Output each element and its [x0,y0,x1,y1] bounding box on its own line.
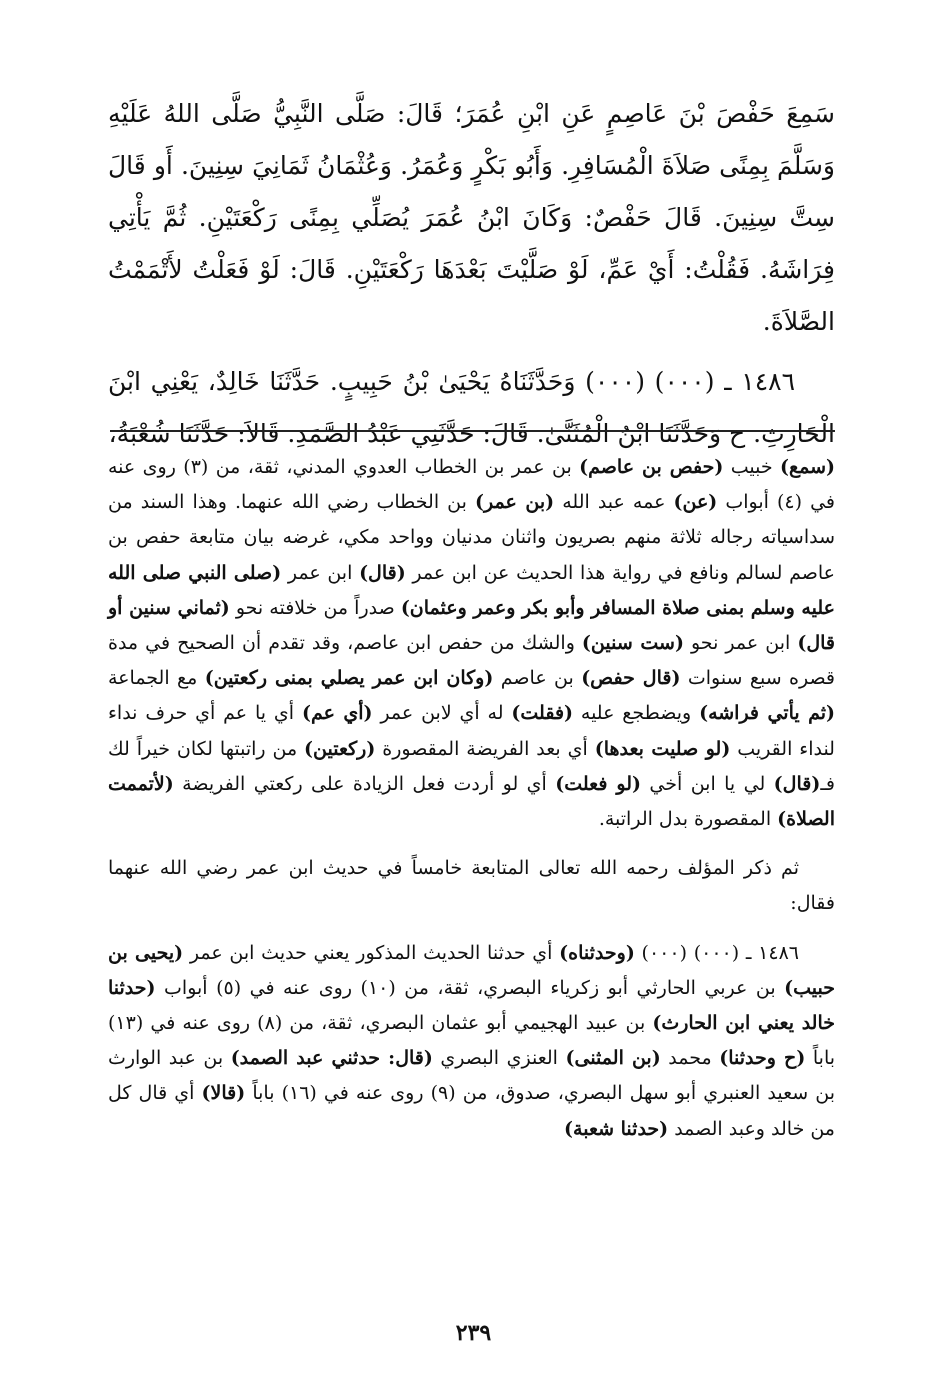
quoted-hadith-phrase: (ست سنين) [581,632,684,655]
hadith-paragraph-1: سَمِعَ حَفْصَ بْنَ عَاصِمٍ عَنِ ابْنِ عُمَرَ؛ قَالَ: صَلَّى النَّبِيُّ صَلَّى اللهُ عَلَيْهِ وَسَلَّمَ بِمِنًى صَلاَةَ الْمُسَافِرِ. وَأَبُو بَكْرٍ وَعُمَرُ. وَعُثْمَانُ ثَمَانِيَ سِنِينَ. أَو قَالَ سِتَّ سِنِينَ. قَالَ حَفْصٌ: وَكَانَ ابْنُ عُمَرَ يُصَلِّي بِمِنًى رَكْعَتَيْنِ. ثُمَّ يَأْتِي فِرَاشَهُ. فَقُلْتُ: أَيْ عَمِّ، لَوْ صَلَّيْتَ بَعْدَهَا رَكْعَتَيْنِ. قَالَ: لَوْ فَعَلْتُ لأَتْمَمْتُ الصَّلاَةَ. [108,99,835,336]
commentary-segment: المقصورة بدل الراتبة. [598,808,778,831]
quoted-hadith-phrase: (وحدثناه) [559,941,635,964]
quoted-hadith-phrase: (قال) [773,772,821,795]
quoted-hadith-phrase: (فقلت) [511,702,574,725]
quoted-hadith-phrase: (أي عم) [301,702,373,725]
hadith-text [108,88,835,460]
quoted-hadith-phrase: (سمع) [780,456,835,478]
commentary-segment: بن عمر بن الخطاب العدوي المدني، ثقة، من (٣) روى عنه في (٤) أبواب [108,456,835,514]
commentary-paragraph-1 [108,450,835,837]
commentary-segment: بن الخطاب رضي الله عنهما. وهذا السند من سداسياته رجاله ثلاثة منهم بصريون واثنان مدنيان وواحد مكي، غرضه بيان متابعة حفص بن عاصم لسالم ونافع في رواية هذا الحديث عن ابن عمر [108,491,835,584]
quoted-hadith-phrase: (ركعتين) [304,737,376,760]
commentary-segment: ويضطجع عليه [573,702,700,725]
commentary-segment: ابن عمر نحو [683,632,798,655]
quoted-hadith-phrase: (صلى النبي صلى الله عليه وسلم بمنى صلاة المسافر وأبو بكر وعمر وعثمان) [108,561,835,619]
commentary-segment: ابن عمر [281,561,360,584]
quoted-hadith-phrase: (ثماني سنين أو قال) [108,596,835,655]
commentary-segment: بن عربي الحارثي أبو زكرياء البصري، ثقة، من (١٠) روى عنه في (٥) أبواب [155,976,785,999]
quoted-hadith-phrase: (قال) [359,561,406,584]
commentary-segment: أي قال كل من خالد وعبد الصمد [108,1082,835,1140]
commentary-text [108,450,835,1147]
quoted-hadith-phrase: (قالا) [201,1082,246,1105]
commentary-paragraph-3 [108,936,835,1147]
commentary-segment: والشك من حفص ابن عاصم، وقد تقدم أن الصحيح في مدة قصره سبع سنوات [108,632,836,690]
quoted-hadith-phrase: (حفص بن عاصم) [579,456,724,478]
commentary-segment: أي لو أردت فعل الزيادة على ركعتي الفريضة [173,772,556,795]
commentary-segment: أي بعد الفريضة المقصورة [375,737,595,760]
quoted-hadith-phrase: (يحيى بن حبيب) [108,941,835,999]
quoted-hadith-phrase: (ح وحدثنا) [719,1047,806,1070]
commentary-segment: له أي لابن عمر [372,702,512,725]
commentary-segment: أي حدثنا الحديث المذكور يعني حديث ابن عمر [183,941,560,964]
commentary-segment: أي يا عم أي حرف نداء لنداء القريب [108,702,835,760]
commentary-segment: محمد [660,1047,720,1070]
footnote-divider [110,430,835,432]
quoted-hadith-phrase: (ثم يأتي فراشه) [699,702,836,725]
quoted-hadith-phrase: (حدثنا خالد يعني ابن الحارث) [108,976,835,1035]
commentary-segment: صدراً من خلافته نحو [229,596,401,619]
commentary-segment: مع الجماعة [108,667,205,690]
commentary-paragraph-2: ثم ذكر المؤلف رحمه الله تعالى المتابعة خامساً في حديث ابن عمر رضي الله عنهما فقال: [108,857,835,915]
quoted-hadith-phrase: (لو صليت بعدها) [594,737,731,760]
commentary-segment: خبيب [723,456,780,478]
commentary-segment: العنزي البصري [432,1047,566,1070]
quoted-hadith-phrase: (وكان ابن عمر يصلي بمنى ركعتين) [204,667,494,690]
quoted-hadith-phrase: (بن المثنى) [565,1047,661,1070]
quoted-hadith-phrase: (لو فعلت) [555,772,642,795]
commentary-segment: من راتبتها لكان خيراً لك فـ [108,737,835,795]
hadith-paragraph-2: ١٤٨٦ ـ (٠٠٠) (٠٠٠) وَحَدَّثَنَاهُ يَحْيَىٰ بْنُ حَبِيبٍ. حَدَّثَنَا خَالِدٌ، يَعْنِي ابْنَ الْحَارِثِ. ح وَحَدَّثَنَا ابْنُ الْمُثَنَّىٰ. قَالَ: حَدَّثَنِي عَبْدُ الصَّمَدِ. قَالاَ: حَدَّثَنَا شُعْبَةُ، [108,367,835,448]
commentary-segment: بن عبيد الهجيمي أبو عثمان البصري، ثقة، من (٨) روى عنه في (١٣) باباً [108,1012,836,1070]
quoted-hadith-phrase: (قال: حدثني عبد الصمد) [230,1047,433,1070]
commentary-segment: بن عبد الوارث بن سعيد العنبري أبو سهل البصري، صدوق، من (٩) روى عنه في (١٦) باباً [108,1047,835,1105]
commentary-segment: عمه عبد الله [554,491,674,514]
commentary-segment: بن عاصم [493,667,582,690]
quoted-hadith-phrase: (قال حفص) [581,667,681,690]
page-number: ٢٣٩ [455,1320,492,1346]
quoted-hadith-phrase: (لأتممت الصلاة) [108,772,835,831]
commentary-segment: لي يا ابن أخي [641,772,774,795]
quoted-hadith-phrase: (بن عمر) [474,491,555,514]
commentary-segment: ١٤٨٦ ـ (٠٠٠) (٠٠٠) [634,941,799,964]
quoted-hadith-phrase: (عن) [673,491,718,514]
quoted-hadith-phrase: (حدثنا شعبة) [564,1117,669,1140]
